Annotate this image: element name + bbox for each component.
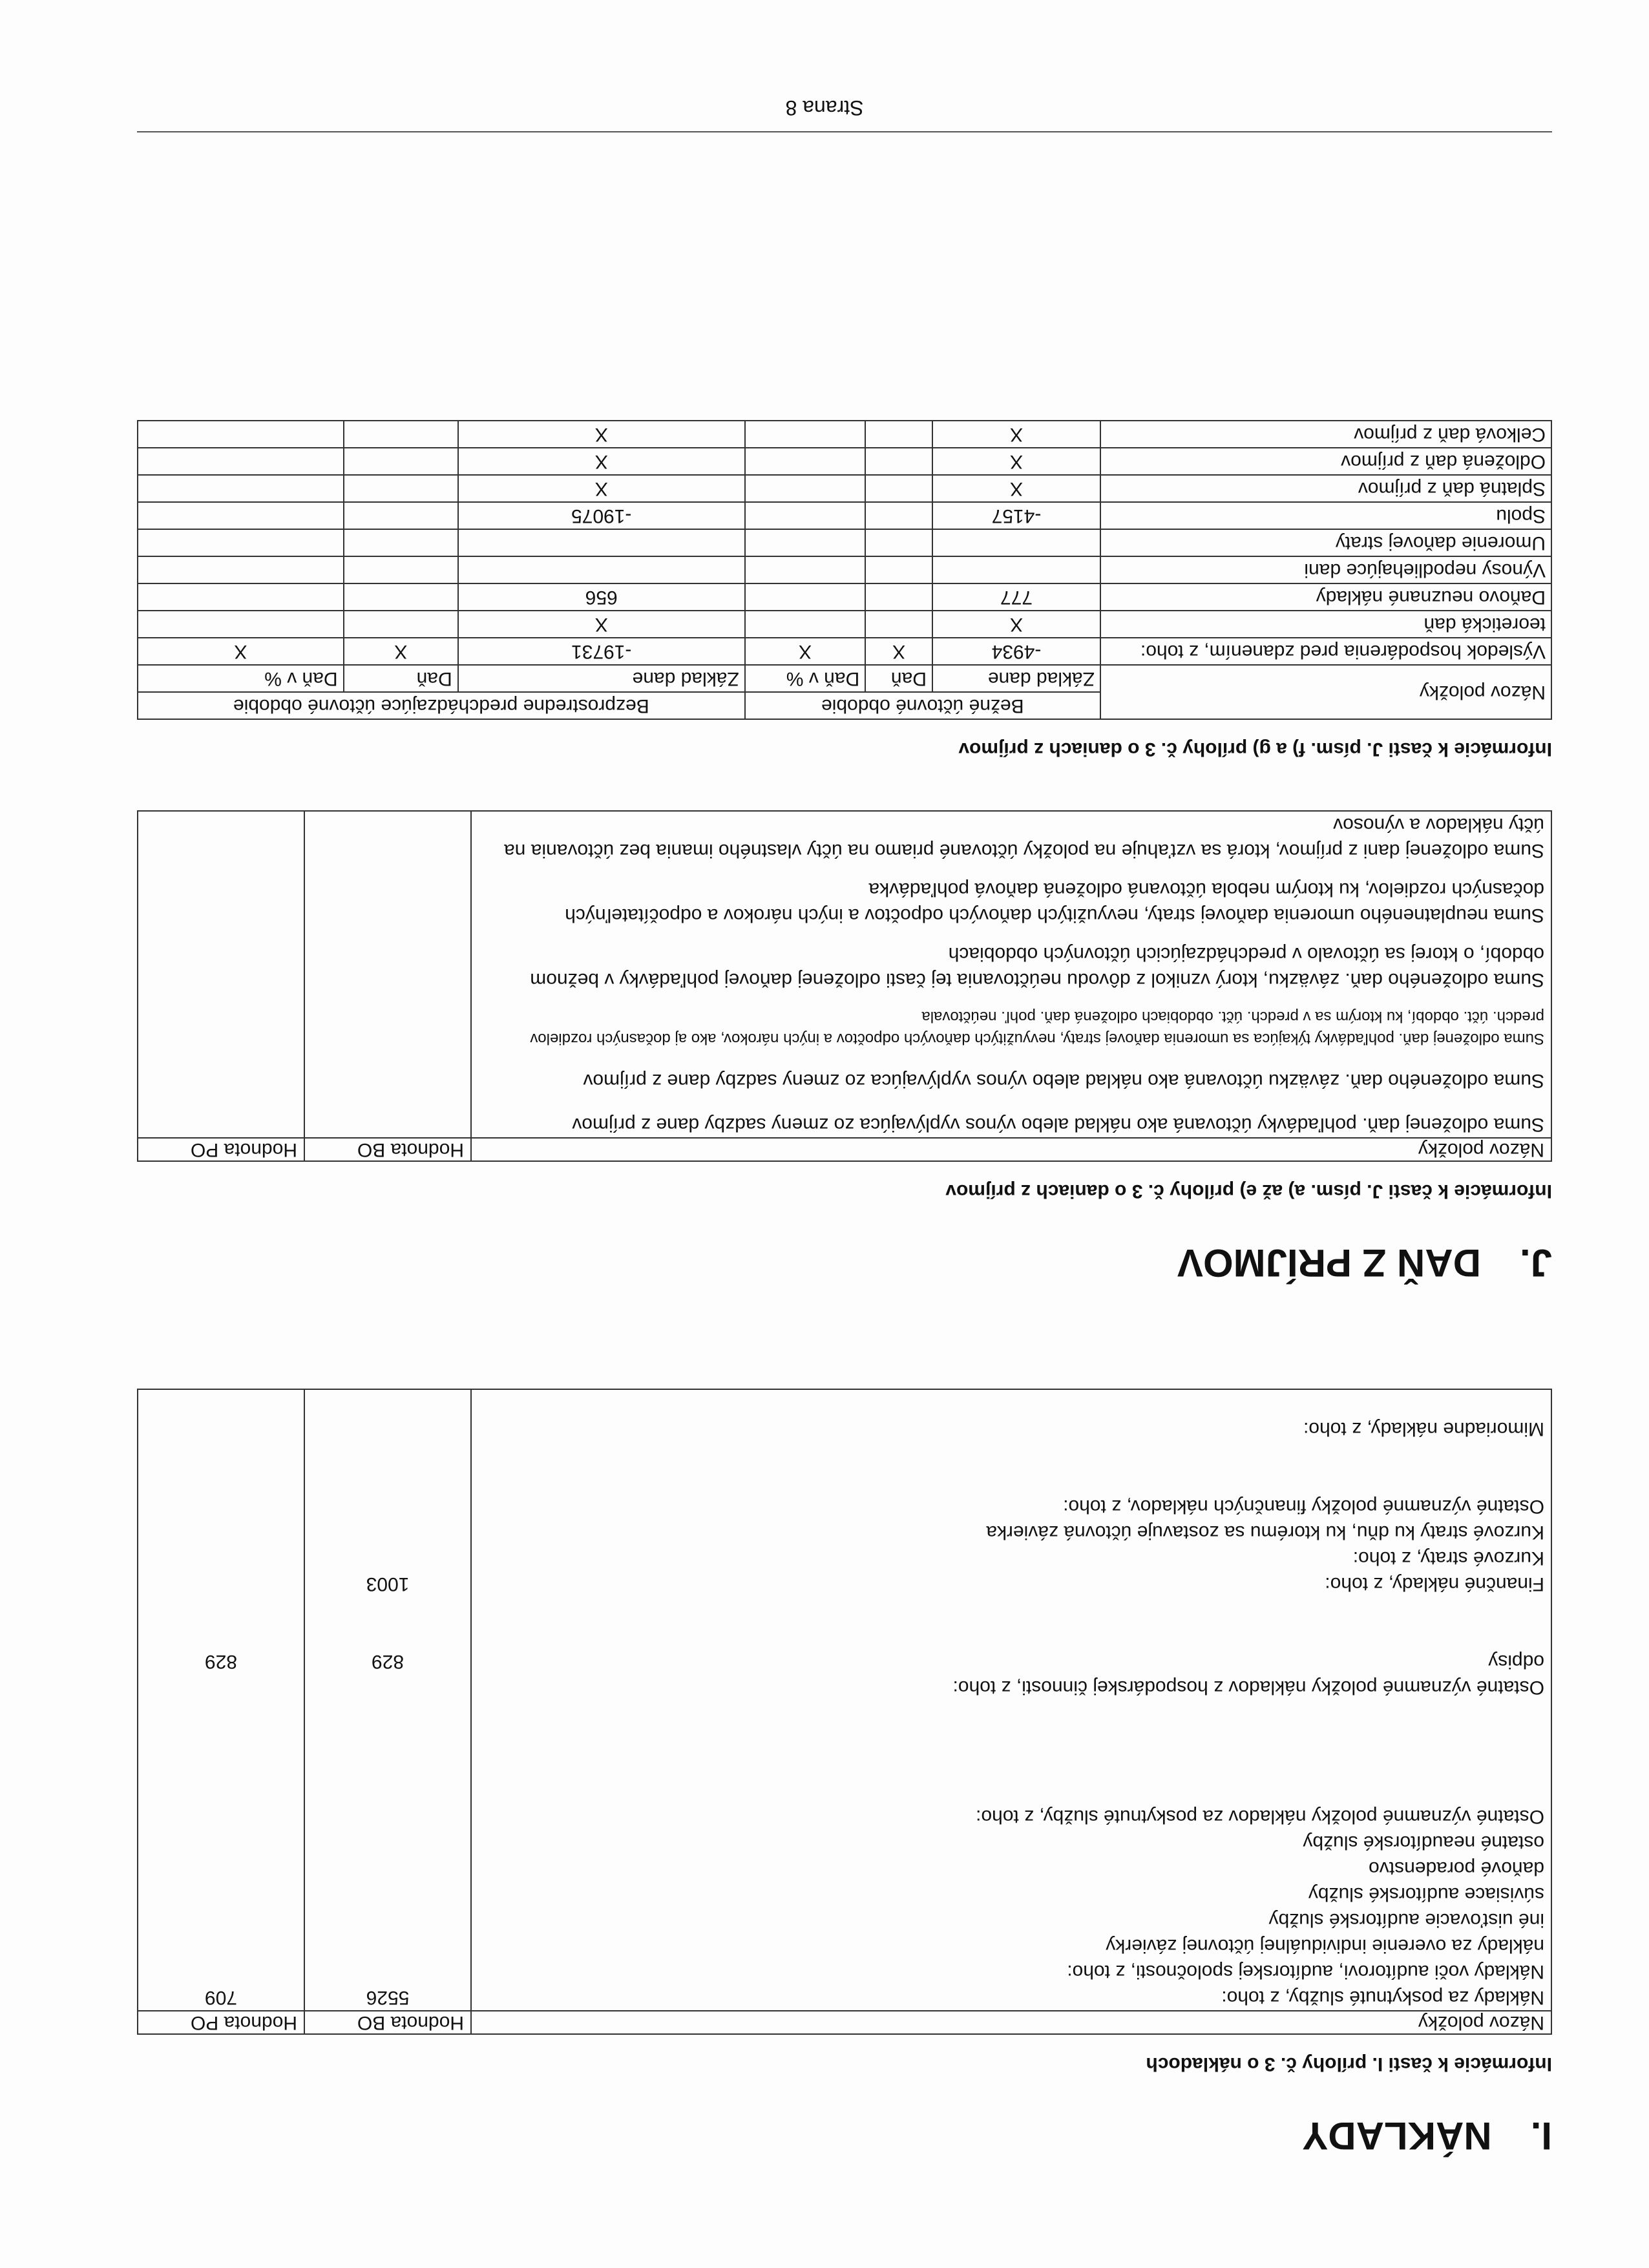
tax-info-table	[137, 810, 1552, 1162]
tax-info-row-label: Suma odloženého daň. záväzku účtovaná ako náklad alebo výnos vyplývajúca zo zmeny sadzby dane z príjmov	[583, 1070, 1544, 1091]
costs-row-bo	[311, 1390, 464, 1416]
recon-cell	[344, 475, 458, 502]
recon-cell	[745, 475, 866, 502]
costs-row-label	[478, 1726, 1544, 1752]
costs-row-po	[145, 1674, 297, 1700]
section-j-subtitle-ae: Informácie k časti J. písm. a) až e) prílohy č. 3 o daniach z príjmov	[945, 1181, 1552, 1202]
costs-row-po	[145, 1829, 297, 1855]
tax-info-row-label: Suma odloženej dani z príjmov, ktorá sa vzťahuje na položky účtované priamo na účty vlastného imania bez účtovania na účty nákladov a výnosov	[504, 814, 1544, 861]
recon-row-label: Celková daň z príjmov	[1100, 421, 1551, 448]
costs-row-po	[145, 1778, 297, 1803]
costs-row-po	[145, 1752, 297, 1778]
costs-col-bo: Hodnota BO	[304, 2011, 471, 2034]
recon-cell	[865, 421, 932, 448]
recon-cell	[932, 556, 1100, 583]
recon-cell	[138, 529, 344, 556]
recon-cell	[745, 583, 866, 611]
costs-row-po	[145, 1933, 297, 1958]
section-j-subtitle-fg: Informácie k časti J. písm. f) a g) prílohy č. 3 o daniach z príjmov	[958, 739, 1552, 760]
recon-row-label: Umorenie daňovej straty	[1100, 529, 1551, 556]
costs-row-bo: 1003	[366, 1573, 410, 1595]
recon-row	[138, 638, 1551, 665]
costs-row-po	[145, 1571, 297, 1597]
recon-cell	[865, 583, 932, 611]
costs-row-label: daňové poradenstvo	[1369, 1858, 1544, 1879]
costs-row-bo	[311, 1674, 464, 1700]
recon-row-label: Splatná daň z príjmov	[1100, 475, 1551, 502]
costs-row-bo	[311, 1752, 464, 1778]
costs-row-bo	[311, 1726, 464, 1752]
recon-cell: X	[932, 448, 1100, 475]
costs-row-po: 829	[204, 1651, 238, 1672]
section-i-number: I.	[1530, 2114, 1552, 2158]
recon-cell	[865, 529, 932, 556]
costs-row-label: iné uisťovacie audítorské služby	[1268, 1909, 1544, 1931]
costs-row-bo	[311, 1855, 464, 1881]
costs-row-po	[145, 1803, 297, 1829]
recon-cell	[745, 448, 866, 475]
recon-row	[138, 611, 1551, 638]
recon-cell: X	[344, 638, 458, 665]
tax-info-bo-cell	[304, 811, 471, 1138]
costs-row-po	[145, 1958, 297, 1984]
recon-cell: X	[865, 638, 932, 665]
recon-cell	[745, 556, 866, 583]
recon-col-name: Názov položky	[1100, 665, 1551, 719]
recon-cell	[932, 529, 1100, 556]
recon-cell	[344, 448, 458, 475]
section-i-title: NÁKLADY	[1302, 2114, 1492, 2158]
recon-row-label: Výnosy nepodliehajúce dani	[1100, 556, 1551, 583]
costs-row-bo	[311, 1416, 464, 1442]
tax-info-label-cell	[471, 811, 1551, 1138]
recon-cell	[138, 556, 344, 583]
recon-row-label: Odložená daň z príjmov	[1100, 448, 1551, 475]
recon-cell: -19731	[458, 638, 745, 665]
recon-row-label: teoretická daň	[1100, 611, 1551, 638]
costs-row-label: ostatné neaudítorské služby	[1303, 1832, 1544, 1853]
costs-row-bo	[311, 1933, 464, 1958]
costs-row-bo	[311, 1881, 464, 1907]
recon-cell	[138, 583, 344, 611]
recon-col-dan: Daň	[865, 665, 932, 692]
costs-row-po	[145, 1907, 297, 1933]
tax-info-row-label: Suma odloženej daň. pohľadávky týkajúca sa umorenia daňovej straty, nevyužitých daňových odpočtov a iných nárokov, ako aj dočasných rozdielov predch. účt. období, ku ktorým sa v predch. účt. obdobiach odložená daň. pohľ. neúčtovala	[530, 1008, 1544, 1047]
recon-cell	[745, 421, 866, 448]
section-i-subtitle: Informácie k časti I. prílohy č. 3 o nákladoch	[1146, 2053, 1552, 2075]
costs-row-label: náklady za overenie individuálnej účtovnej závierky	[1106, 1935, 1544, 1957]
costs-table	[137, 1389, 1552, 2035]
costs-row-bo	[311, 1907, 464, 1933]
recon-cell	[344, 556, 458, 583]
recon-cell	[745, 529, 866, 556]
footer-divider	[137, 131, 1552, 132]
recon-cell	[745, 611, 866, 638]
recon-cell: 777	[932, 583, 1100, 611]
recon-row	[138, 421, 1551, 448]
tax-reconciliation-table	[137, 420, 1552, 720]
costs-row-po	[145, 1467, 297, 1493]
costs-col-name: Názov položky	[471, 2011, 1551, 2034]
costs-row-bo	[311, 1442, 464, 1467]
section-j-heading	[137, 1241, 1552, 1285]
costs-row-po	[145, 1519, 297, 1545]
recon-cell: X	[745, 638, 866, 665]
costs-row-label: Kurzové straty ku dňu, ku ktorému sa zostavuje účtovná závierka	[986, 1522, 1544, 1543]
tax-info-col-po: Hodnota PO	[138, 1138, 304, 1161]
costs-row-po	[145, 1700, 297, 1726]
recon-row-label: Daňovo neuznané náklady	[1100, 583, 1551, 611]
costs-row-label: súvisiace audítorské služby	[1308, 1884, 1544, 1905]
costs-row-label: odpisy	[1488, 1651, 1544, 1672]
costs-row-bo: 829	[371, 1651, 404, 1672]
costs-row-bo	[311, 1597, 464, 1622]
recon-cell	[865, 502, 932, 529]
costs-row-label	[478, 1467, 1544, 1493]
costs-row-bo	[311, 1829, 464, 1855]
costs-row-bo	[311, 1778, 464, 1803]
costs-row-label	[478, 1752, 1544, 1778]
recon-cell: X	[458, 475, 745, 502]
costs-row-label	[478, 1778, 1544, 1803]
costs-row-po	[145, 1622, 297, 1648]
costs-row-bo: 5526	[366, 1987, 410, 2008]
recon-period-previous: Bezprostredne predchádzajúce účtovné obdobie	[138, 692, 745, 719]
costs-bo-cell	[304, 1389, 471, 2011]
recon-cell: X	[458, 421, 745, 448]
recon-row-label: Spolu	[1100, 502, 1551, 529]
costs-row-po	[145, 1416, 297, 1442]
costs-row-bo	[311, 1700, 464, 1726]
costs-row-label: Ostatné významné položky nákladov z hospodárskej činnosti, z toho:	[952, 1677, 1544, 1698]
costs-row-bo	[311, 1958, 464, 1984]
costs-row-label	[478, 1390, 1544, 1416]
costs-po-cell	[138, 1389, 304, 2011]
recon-cell	[344, 583, 458, 611]
costs-row-label: Kurzové straty, z toho:	[1352, 1548, 1544, 1569]
costs-row-label: Finančné náklady, z toho:	[1325, 1573, 1544, 1595]
costs-row-po	[145, 1442, 297, 1467]
recon-col-dan-pct: Daň v %	[745, 665, 866, 692]
recon-cell	[865, 556, 932, 583]
page-number: Strana 8	[785, 96, 864, 120]
recon-row	[138, 475, 1551, 502]
recon-col-dan-pct: Daň v %	[138, 665, 344, 692]
costs-row-po	[145, 1493, 297, 1519]
tax-info-row-label: Suma odloženého daň. záväzku, ktorý vznikol z dôvodu neúčtovania tej časti odloženej daňovej pohľadávky v bežnom období, o ktorej sa účtovalo v predchádzajúcich účtovných obdobiach	[530, 943, 1544, 991]
costs-row-po: 709	[204, 1987, 238, 2008]
recon-col-zaklad: Základ dane	[932, 665, 1100, 692]
costs-row-label	[478, 1700, 1544, 1726]
recon-cell: 656	[458, 583, 745, 611]
costs-row-label: Náklady voči audítorovi, audítorskej spoločnosti, z toho:	[1067, 1961, 1544, 1982]
costs-row-po	[145, 1545, 297, 1571]
tax-info-col-bo: Hodnota BO	[304, 1138, 471, 1161]
costs-row-po	[145, 1855, 297, 1881]
costs-row-po	[145, 1390, 297, 1416]
costs-label-cell	[471, 1389, 1551, 2011]
recon-cell	[344, 421, 458, 448]
recon-col-zaklad: Základ dane	[458, 665, 745, 692]
recon-cell	[138, 502, 344, 529]
tax-info-po-cell	[138, 811, 304, 1138]
recon-cell: X	[932, 475, 1100, 502]
costs-row-label: Náklady za poskytnuté služby, z toho:	[1221, 1987, 1544, 2008]
recon-period-current: Bežné účtovné obdobie	[745, 692, 1100, 719]
recon-cell	[138, 448, 344, 475]
costs-row-bo	[311, 1803, 464, 1829]
costs-row-label: Mimoriadne náklady, z toho:	[1303, 1418, 1544, 1440]
recon-cell: X	[932, 421, 1100, 448]
costs-row-po	[145, 1881, 297, 1907]
costs-row-bo	[311, 1467, 464, 1493]
recon-cell: -4934	[932, 638, 1100, 665]
recon-cell	[138, 611, 344, 638]
tax-info-col-name: Názov položky	[471, 1138, 1551, 1161]
recon-cell: X	[458, 448, 745, 475]
costs-row-po	[145, 1726, 297, 1752]
costs-row-label: Ostatné významné položky finančných nákladov, z toho:	[1063, 1496, 1544, 1517]
recon-cell	[344, 502, 458, 529]
recon-cell: X	[458, 611, 745, 638]
costs-row-label	[478, 1622, 1544, 1648]
costs-row-bo	[311, 1493, 464, 1519]
recon-cell	[138, 475, 344, 502]
recon-cell: -19075	[458, 502, 745, 529]
recon-cell	[865, 611, 932, 638]
recon-cell	[865, 475, 932, 502]
costs-row-label: Ostatné významné položky nákladov za poskytnuté služby, z toho:	[976, 1806, 1544, 1827]
recon-row	[138, 529, 1551, 556]
recon-row-label: Výsledok hospodárenia pred zdanením, z toho:	[1100, 638, 1551, 665]
recon-cell	[745, 502, 866, 529]
section-j-number: J.	[1519, 1241, 1552, 1285]
recon-cell	[344, 529, 458, 556]
recon-cell	[865, 448, 932, 475]
section-j-title: DAŇ Z PRÍJMOV	[1177, 1241, 1481, 1285]
page-content	[137, 420, 1552, 2158]
costs-col-po: Hodnota PO	[138, 2011, 304, 2034]
costs-row-label	[478, 1442, 1544, 1467]
tax-info-row-label: Suma neuplatneného umorenia daňovej straty, nevyužitých daňových odpočtov a iných nárokov a odpočítateľných dočasných rozdielov, ku ktorým nebola účtovaná odložená daňová pohľadávka	[565, 879, 1544, 926]
costs-row-bo	[311, 1622, 464, 1648]
recon-row	[138, 583, 1551, 611]
recon-col-dan: Daň	[344, 665, 458, 692]
recon-cell: X	[138, 638, 344, 665]
recon-cell	[458, 529, 745, 556]
recon-cell: X	[932, 611, 1100, 638]
costs-row-bo	[311, 1545, 464, 1571]
tax-info-row-label: Suma odloženej daň. pohľadávky účtovaná ako náklad alebo výnos vyplývajúca zo zmeny sadzby dane z príjmov	[572, 1114, 1544, 1135]
recon-row	[138, 556, 1551, 583]
section-i-heading	[137, 2114, 1552, 2158]
costs-row-po	[145, 1597, 297, 1622]
recon-row	[138, 502, 1551, 529]
recon-row	[138, 448, 1551, 475]
costs-row-bo	[311, 1519, 464, 1545]
recon-cell	[344, 611, 458, 638]
recon-cell: -4157	[932, 502, 1100, 529]
recon-cell	[458, 556, 745, 583]
costs-row-label	[478, 1597, 1544, 1622]
recon-cell	[138, 421, 344, 448]
